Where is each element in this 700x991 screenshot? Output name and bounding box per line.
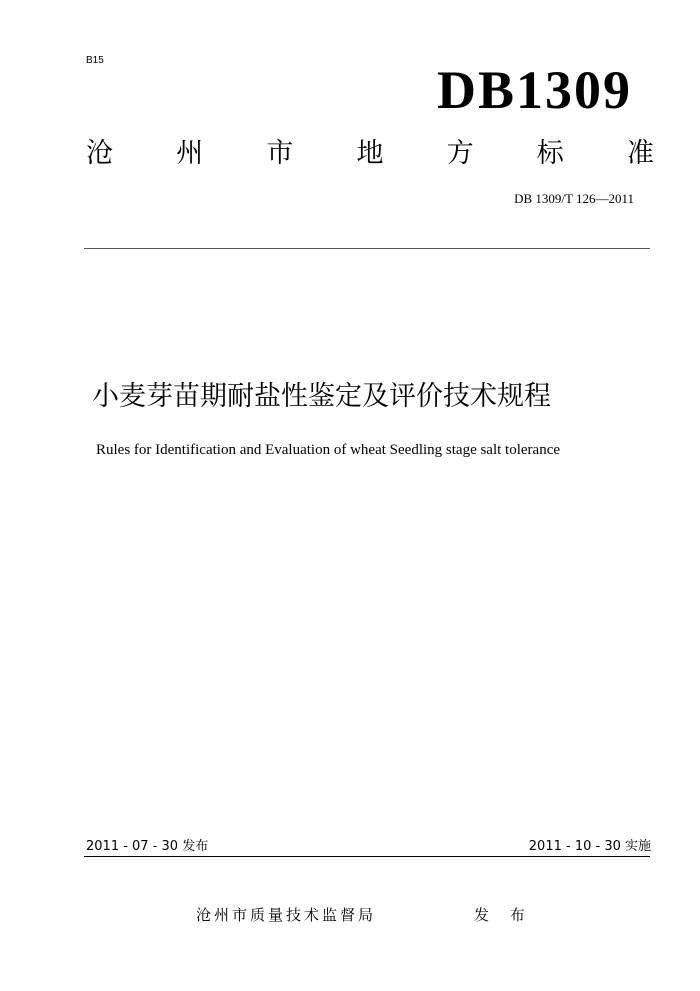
- header-divider: [84, 248, 650, 249]
- standard-type-char: 准: [626, 138, 654, 169]
- standard-type-char: 方: [446, 138, 474, 169]
- title-chinese: 小麦芽苗期耐盐性鉴定及评价技术规程: [92, 381, 551, 412]
- issue-date: 2011 - 07 - 30 发布: [86, 839, 209, 854]
- publish-label: 发 布: [474, 906, 533, 924]
- implementation-date: 2011 - 10 - 30 实施: [528, 839, 651, 854]
- standard-number: DB 1309/T 126—2011: [514, 191, 634, 206]
- standard-type-char: 市: [266, 138, 294, 169]
- standard-type-char: 地: [356, 138, 384, 169]
- publisher: 沧州市质量技术监督局: [196, 906, 377, 924]
- standard-type: [86, 138, 654, 170]
- standard-type-char: 标: [536, 138, 564, 169]
- standard-type-char: 州: [176, 138, 204, 169]
- standard-logo: DB1309: [436, 60, 632, 120]
- standard-type-char: 沧: [86, 138, 113, 169]
- footer-divider: [84, 856, 650, 857]
- title-english: Rules for Identification and Evaluation of wheat Seedling stage salt tolerance: [96, 442, 561, 458]
- ccs-code: B15: [86, 55, 104, 66]
